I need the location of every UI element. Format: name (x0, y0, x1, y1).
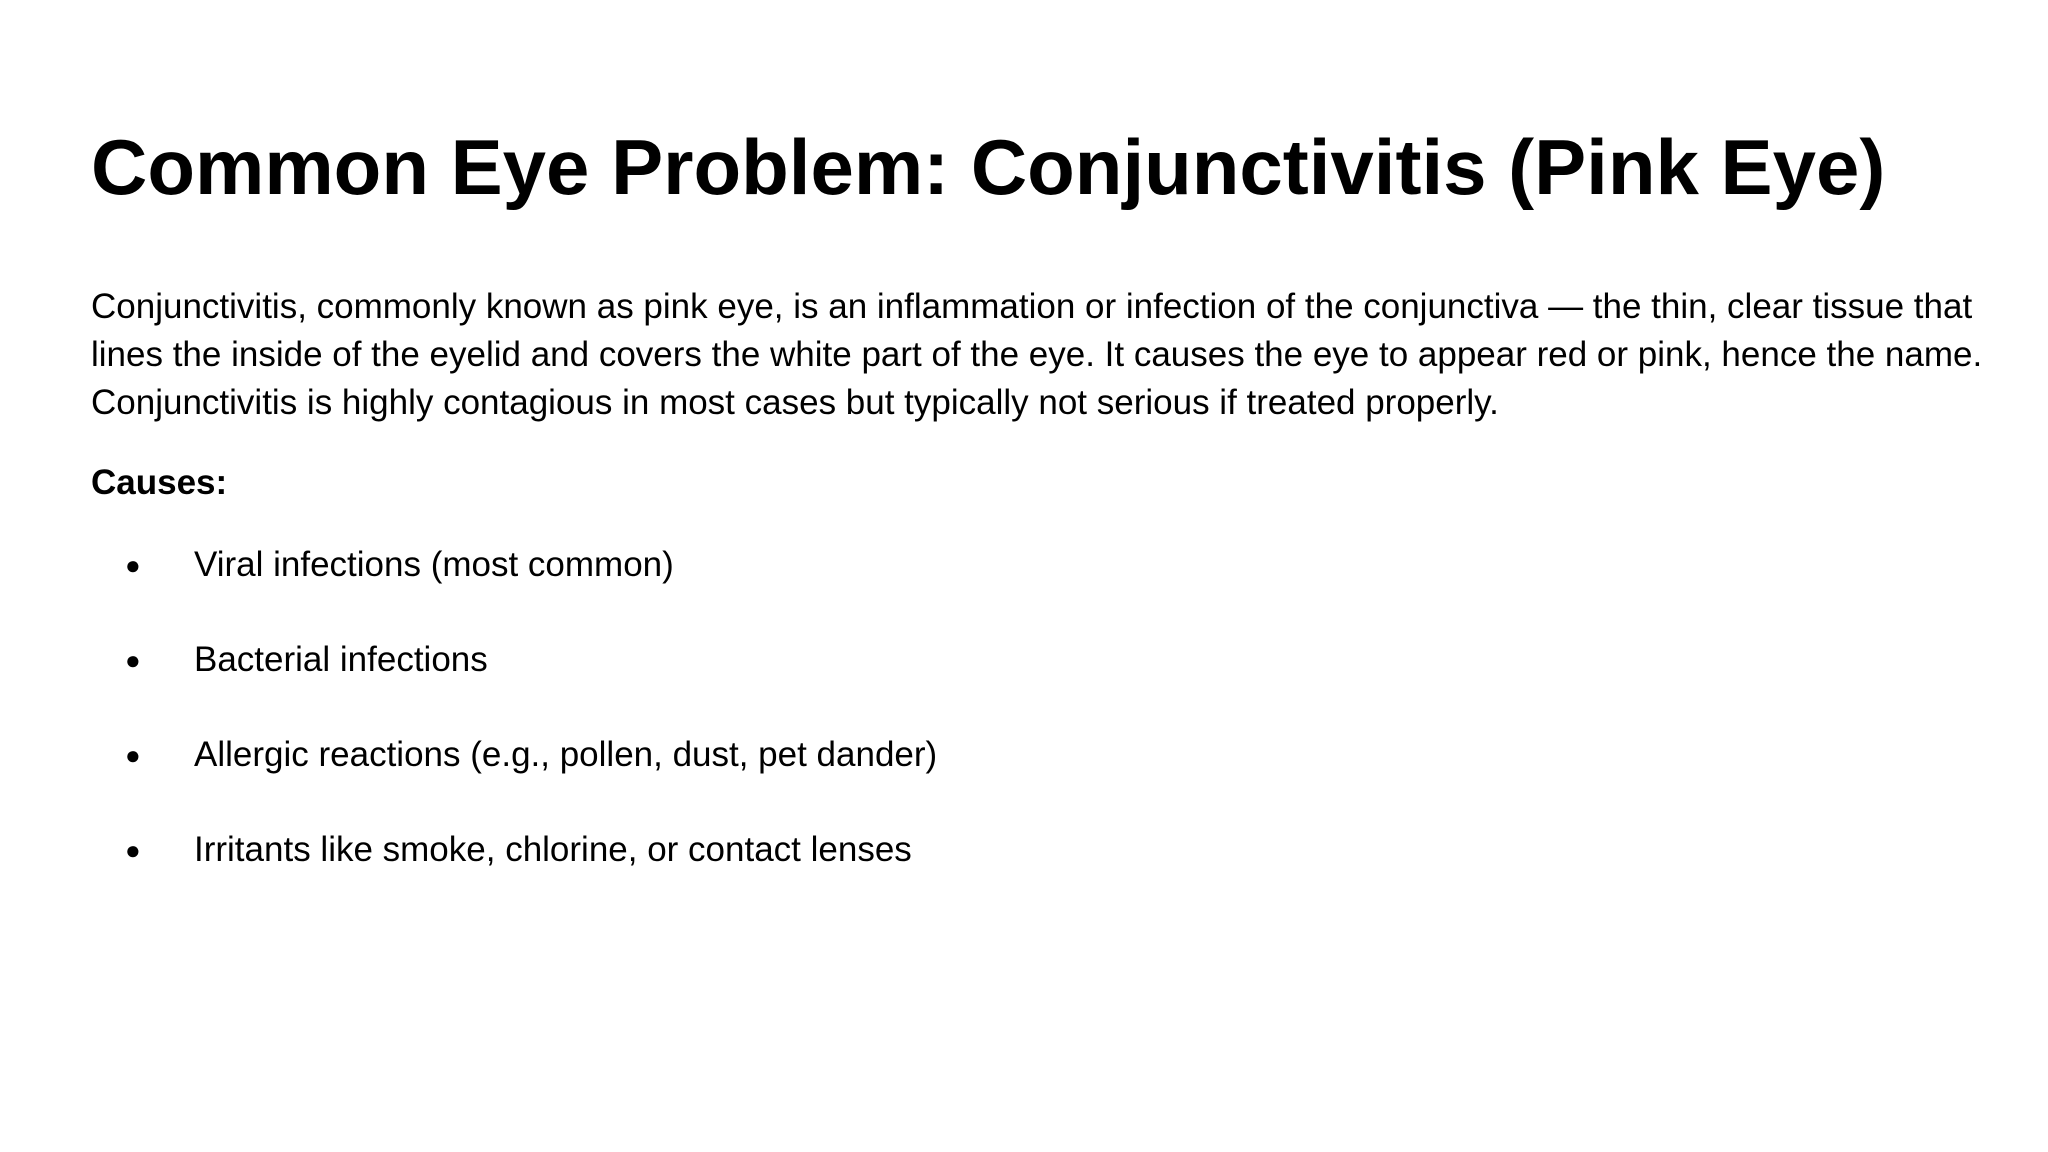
list-item (91, 731, 1991, 779)
bullet-icon: ● (125, 645, 141, 675)
bullet-icon: ● (125, 835, 141, 865)
list-item (91, 541, 1991, 589)
bullet-icon: ● (125, 740, 141, 770)
intro-paragraph: Conjunctivitis, commonly known as pink eye, is an inflammation or infection of the conjunctiva — the thin, clear tissue that lines the inside of the eyelid and covers the white part of the eye. It causes the eye to appear red or pink, hence the name. Conjunctivitis is highly contagious in most cases but typically not serious if treated properly. (91, 287, 1983, 422)
slide-body (91, 283, 1991, 921)
list-item (91, 636, 1991, 684)
causes-heading: Causes: (91, 463, 228, 502)
list-item (91, 826, 1991, 874)
cause-text: Viral infections (most common) (194, 545, 674, 584)
cause-text: Allergic reactions (e.g., pollen, dust, pet dander) (194, 735, 938, 774)
bullet-icon: ● (125, 550, 141, 580)
slide-title: Common Eye Problem: Conjunctivitis (Pink Eye) (91, 123, 1886, 211)
cause-text: Irritants like smoke, chlorine, or contact lenses (194, 830, 912, 869)
causes-list (91, 541, 1991, 874)
cause-text: Bacterial infections (194, 640, 488, 679)
